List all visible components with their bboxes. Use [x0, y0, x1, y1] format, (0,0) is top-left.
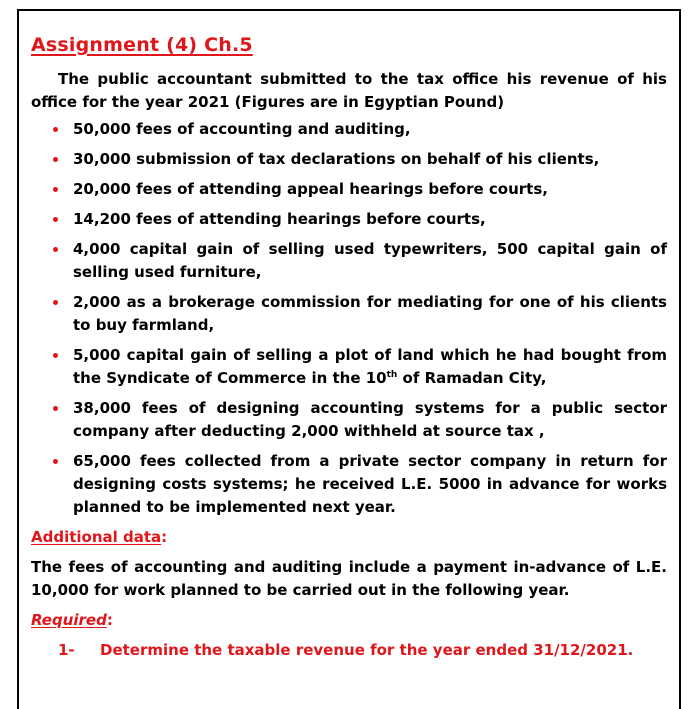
required-heading: Required:	[31, 611, 113, 629]
bullet-icon	[53, 217, 58, 222]
intro-paragraph: The public accountant submitted to the tax office his revenue of his office for the year 2021 (Figures are in Egyptian Pound)	[31, 70, 667, 111]
required-item: 1- Determine the taxable revenue for the year ended 31/12/2021.	[58, 641, 634, 659]
assignment-title: Assignment (4) Ch.5	[31, 34, 253, 56]
list-item: 14,200 fees of attending hearings before courts,	[31, 208, 667, 231]
list-item: 2,000 as a brokerage commission for mediating for one of his clients to buy farmland,	[31, 291, 667, 337]
bullet-icon	[53, 353, 58, 358]
additional-data-heading: Additional data:	[31, 528, 168, 546]
list-item: 30,000 submission of tax declarations on behalf of his clients,	[31, 148, 667, 171]
list-item: 20,000 fees of attending appeal hearings before courts,	[31, 178, 667, 201]
list-item: 38,000 fees of designing accounting systems for a public sector company after deducting 2,000 withheld at source tax ,	[31, 397, 667, 443]
bullet-icon	[53, 406, 58, 411]
bullet-icon	[53, 247, 58, 252]
additional-data-paragraph: The fees of accounting and auditing include a payment in-advance of L.E. 10,000 for work planned to be carried out in the following year.	[31, 558, 667, 599]
assignment-document	[31, 32, 667, 662]
bullet-icon	[53, 300, 58, 305]
bullet-icon	[53, 127, 58, 132]
list-item: 4,000 capital gain of selling used typewriters, 500 capital gain of selling used furniture,	[31, 238, 667, 284]
list-item: 65,000 fees collected from a private sector company in return for designing costs systems; he received L.E. 5000 in advance for works planned to be implemented next year.	[31, 450, 667, 519]
list-item: 50,000 fees of accounting and auditing,	[31, 118, 667, 141]
revenue-list	[31, 118, 667, 519]
bullet-icon	[53, 459, 58, 464]
bullet-icon	[53, 157, 58, 162]
list-item: 5,000 capital gain of selling a plot of land which he had bought from the Syndicate of Commerce in the 10th of Ramadan City,	[31, 344, 667, 390]
bullet-icon	[53, 187, 58, 192]
